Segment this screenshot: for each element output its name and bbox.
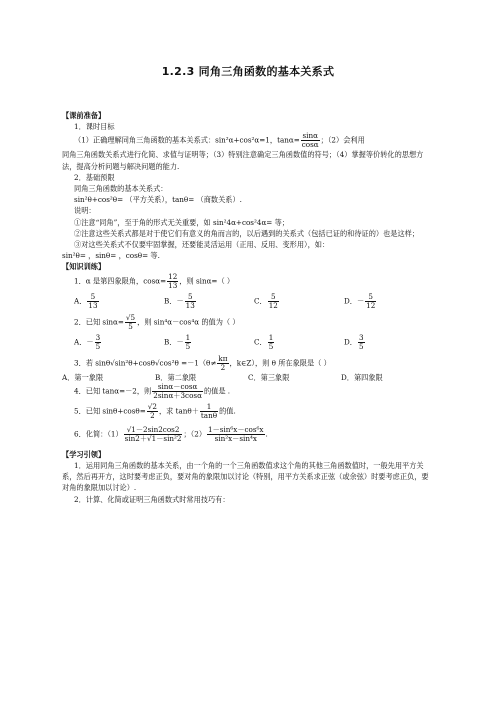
- frac-den: 12: [268, 300, 278, 310]
- q5-text-c: 的值.: [219, 406, 236, 416]
- q3-option-d[interactable]: D．第四象限: [341, 372, 383, 382]
- frac-den: 12: [366, 300, 376, 310]
- basics-line-2: sin²θ+cos²θ= （平方关系），tanθ= （商数关系）.: [74, 195, 242, 205]
- note-1: ①注意“同角”，至于角的形式无关重要，如 sin²4α+cos²4α= 等；: [74, 217, 289, 227]
- frac-den: 13: [168, 280, 178, 290]
- q3-text-b: ，k∈Z），则 θ 所在象限是（ ）: [229, 358, 331, 368]
- q1-text-a: 1．α 是第四象限角，cosα=: [74, 276, 167, 286]
- option-letter: C．: [254, 296, 267, 306]
- frac-num: 3: [358, 332, 364, 342]
- option-fraction: [268, 293, 279, 310]
- note-3: ③对这些关系式不仅要牢固掌握，还要能灵活运用（正用、反用、变形用），如：: [74, 240, 330, 250]
- option-letter: C．: [254, 337, 267, 347]
- note-2: ②注意这些关系式都是对于使它们有意义的角而言的，以后遇到的关系式（包括已证的和待证的）也是这样；: [74, 228, 420, 238]
- frac-den: 5: [268, 341, 274, 351]
- q6-fraction-2: [207, 426, 264, 443]
- section-header-train: 【知识训练】: [62, 262, 106, 272]
- question-1: [62, 273, 434, 290]
- question-3: [62, 355, 434, 372]
- option-fraction: [185, 293, 196, 310]
- q6-fraction-1: [124, 426, 183, 443]
- frac-num: √2: [147, 401, 157, 411]
- option-fraction: [185, 334, 192, 351]
- page-title: 1.2.3 同角三角函数的基本关系式: [161, 65, 335, 78]
- question-2: [62, 314, 434, 331]
- frac-den: sin2＋√1－sin²2: [124, 433, 182, 443]
- option-fraction: [365, 293, 376, 310]
- frac-num: √5: [125, 312, 136, 322]
- frac-den: 5: [128, 321, 133, 331]
- note-3-cont: sin²θ= ，sinθ= ，cosθ= 等.: [62, 251, 160, 261]
- q1-options: [62, 293, 434, 310]
- option-letter: B．－: [164, 296, 184, 306]
- frac-den: 5: [358, 341, 364, 351]
- q6-text-b: ；（2）: [183, 429, 207, 439]
- q3-option-b[interactable]: B．第二象限: [155, 372, 197, 382]
- q2-options: [62, 334, 434, 351]
- option-letter: A．－: [74, 337, 94, 347]
- frac-den: 5: [95, 341, 101, 351]
- frac-num: 1: [185, 332, 191, 342]
- frac-num: sinα: [302, 131, 318, 141]
- q5-text-b: ，求 tanθ＋: [158, 406, 199, 416]
- q1-option-a[interactable]: [74, 293, 164, 310]
- frac-num: kπ: [218, 353, 228, 363]
- q6-text-a: 6．化简：（1）: [74, 429, 123, 439]
- frac-num: 5: [365, 293, 376, 302]
- q3-option-a[interactable]: A．第一象限: [62, 372, 104, 382]
- frac-den: 13: [88, 300, 98, 310]
- q5-text-a: 5．已知 sinθ+cosθ=: [74, 406, 146, 416]
- subheading-goals: 1．课时目标: [74, 122, 115, 132]
- option-letter: B．－: [164, 337, 184, 347]
- q5-fraction-2: [200, 403, 218, 420]
- option-fraction: [268, 334, 275, 351]
- frac-den: sin²x－sin⁴x: [214, 433, 257, 443]
- q2-option-b[interactable]: [164, 334, 254, 351]
- option-letter: A．: [74, 296, 87, 306]
- goal-text-a: （1）正确理解同角三角函数的基本关系式：sin²α+cos²α=1，tanα=: [74, 135, 300, 145]
- q6-text-c: .: [265, 429, 268, 439]
- q2-text-a: 2．已知 sinα=: [74, 317, 124, 327]
- q2-option-a[interactable]: [74, 334, 164, 351]
- q1-text-b: ，则 sinα=（ ）: [179, 276, 235, 286]
- frac-num: 12: [168, 271, 178, 281]
- frac-num: √1－2sin2cos2: [124, 426, 183, 435]
- frac-den: 2: [220, 362, 226, 372]
- q4-fraction: [152, 383, 203, 400]
- option-letter: D．: [344, 337, 357, 347]
- q1-option-b[interactable]: [164, 293, 254, 310]
- guide-point-1: 1．运用同角三角函数的基本关系，由一个角的一个三角函数值求这个角的其他三角函数值时，一般先用平方关系，然后再开方，这时要考虑正负，要对角的象限加以讨论（特别，用平方关系求正弦（或余弦）时要考虑正负，要对角的象限加以讨论）.: [62, 461, 429, 493]
- frac-num: 5: [185, 293, 196, 302]
- frac-num: 3: [95, 332, 101, 342]
- q2-fraction: [125, 314, 136, 331]
- goal-text-c: 同角三角函数关系式进行化简、求值与证明等；（3）特别注意确定三角函数值的符号；（4）掌握等价转化的思想方法，提高分析问题与解决问题的能力.: [62, 150, 424, 171]
- frac-num: 1: [200, 403, 218, 412]
- option-fraction: [87, 293, 98, 310]
- q4-text-b: 的值是 .: [203, 386, 231, 396]
- q4-text-a: 4．已知 tanα=－2，则: [74, 386, 152, 396]
- frac-num: 1－sin⁶x－cos⁶x: [208, 424, 264, 434]
- q3-option-c[interactable]: C．第三象限: [248, 372, 290, 382]
- subheading-basics: 2．基础预限: [74, 172, 115, 182]
- question-4: [62, 383, 434, 400]
- section-header-guide: 【学习引领】: [62, 449, 106, 459]
- frac-den: cosα: [301, 140, 319, 150]
- frac-num: 1: [268, 332, 274, 342]
- basics-line-1: 同角三角函数的基本关系式：: [74, 184, 168, 194]
- fraction-sin-over-cos: [301, 132, 320, 149]
- document-body: [62, 110, 434, 505]
- question-5: [62, 403, 434, 420]
- frac-num: 5: [268, 293, 279, 302]
- frac-den: 5: [185, 341, 191, 351]
- frac-num: sinα－cosα: [152, 383, 203, 392]
- frac-den: 13: [185, 300, 195, 310]
- option-letter: D．－: [344, 296, 365, 306]
- q2-option-d[interactable]: [344, 334, 434, 351]
- frac-den: tanθ: [200, 410, 218, 420]
- q1-option-d[interactable]: [344, 293, 434, 310]
- option-fraction: [95, 334, 102, 351]
- guide-point-2: 2．计算、化简或证明三角函数式时常用技巧有：: [74, 494, 230, 504]
- q3-text-a: 3．若 sinθ√sin²θ+cosθ√cos²θ =－1（θ≠: [74, 358, 217, 368]
- question-6: [62, 426, 434, 443]
- frac-den: 2: [150, 410, 155, 420]
- q2-text-b: ，则 sin⁴α－cos⁴α 的值为（ ）: [137, 317, 240, 327]
- frac-den: 2sinα＋3cosα: [153, 390, 202, 400]
- goal-text-b: ；（2）会利用: [320, 135, 365, 145]
- q2-option-c[interactable]: [254, 334, 344, 351]
- option-fraction: [358, 334, 365, 351]
- goal-line: [62, 132, 434, 149]
- q1-fraction: [167, 273, 178, 290]
- basics-note-label: 说明：: [74, 206, 96, 216]
- section-header-prep: 【课前准备】: [62, 111, 106, 120]
- q5-fraction-1: [147, 403, 158, 420]
- frac-num: 5: [87, 293, 98, 302]
- q3-fraction: [217, 355, 228, 372]
- q1-option-c[interactable]: [254, 293, 344, 310]
- q3-options: [62, 372, 434, 383]
